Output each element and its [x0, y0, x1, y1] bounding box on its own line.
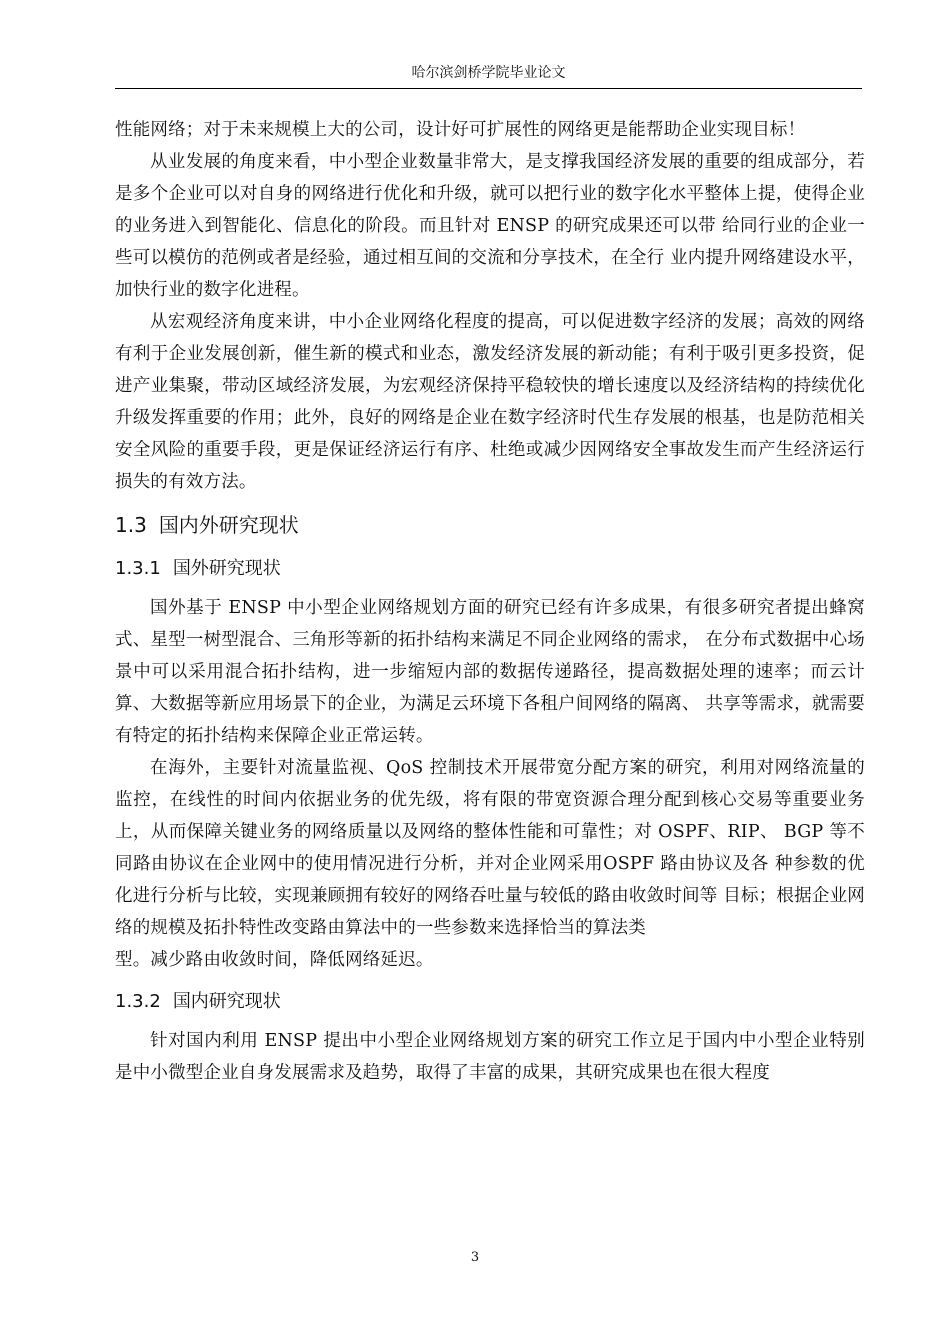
- subsection-title: 国外研究现状: [172, 558, 281, 579]
- running-header: [115, 62, 862, 89]
- paragraph-macro: 从宏观经济角度来讲，中小企业网络化程度的提高，可以促进数字经济的发展；高效的网络有利于企业发展创新，催生新的模式和业态，激发经济发展的新动能；有利于吸引更多投资，促进产业集聚，带动区域经济发展，为宏观经济保持平稳较快的增长速度以及经济结构的持续优化升级发挥重要的作用；此外，良好的网络是企业在数字经济时代生存发展的根基，也是防范相关安全风险的重要手段，更是保证经济运行有序、杜绝或减少因网络安全事故发生而产生经济运行损失的有效方法。: [115, 312, 865, 492]
- paragraph-industry: 从业发展的角度来看，中小型企业数量非常大，是支撑我国经济发展的重要的组成部分，若是多个企业可以对自身的网络进行优化和升级，就可以把行业的数字化水平整体上提，使得企业的业务进入到智能化、信息化的阶段。而且针对 ENSP 的研究成果还可以带 给同行业的企业一些可以模仿的范例或者是经验，通过相互间的交流和分享技术，在全行 业内提升网络建设水平，加快行业的数字化进程。: [115, 152, 865, 300]
- paragraph-domestic: 针对国内利用 ENSP 提出中小型企业网络规划方案的研究工作立足于国内中小型企业特别是中小微型企业自身发展需求及趋势，取得了丰富的成果，其研究成果也在很大程度: [115, 1031, 865, 1083]
- subsection-number: 1.3.2: [115, 991, 161, 1012]
- page-body: [115, 114, 865, 1089]
- subsection-heading-1-3-2: [115, 985, 865, 1019]
- paragraph-foreign-topology: 国外基于 ENSP 中小型企业网络规划方面的研究已经有许多成果，有很多研究者提出蜂窝式、星型一树型混合、三角形等新的拓扑结构来满足不同企业网络的需求， 在分布式数据中心场景中可以采用混合拓扑结构，进一步缩短内部的数据传递路径，提高数据处理的速率；而云计算、大数据等新应用场景下的企业，为满足云环境下各租户间网络的隔离、 共享等需求，就需要有特定的拓扑结构来保障企业正常运转。: [115, 598, 865, 746]
- section-number: 1.3: [115, 513, 147, 537]
- paragraph-foreign-bandwidth-end: 型。减少路由收敛时间，降低网络延迟。: [115, 950, 434, 970]
- subsection-title: 国内研究现状: [172, 991, 281, 1012]
- page-number: 3: [470, 1250, 480, 1265]
- section-title: 国内外研究现状: [158, 513, 299, 537]
- paragraph-continuation: 性能网络；对于未来规模上大的公司，设计好可扩展性的网络更是能帮助企业实现目标！: [115, 120, 806, 140]
- subsection-number: 1.3.1: [115, 558, 161, 579]
- subsection-heading-1-3-1: [115, 552, 865, 586]
- header-title: 哈尔滨剑桥学院毕业论文: [411, 65, 566, 81]
- paragraph-foreign-bandwidth: 在海外，主要针对流量监视、QoS 控制技术开展带宽分配方案的研究，利用对网络流量的监控，在线性的时间内依据业务的优先级，将有限的带宽资源合理分配到核心交易等重要业务上，从而保障关键业务的网络质量以及网络的整体性能和可靠性；对 OSPF、RIP、 BGP 等不同路由协议在企业网中的使用情况进行分析，并对企业网采用OSPF 路由协议及各 种参数的优化进行分析与比较，实现兼顾拥有较好的网络吞吐量与较低的路由收敛时间等 目标；根据企业网络的规模及拓扑特性改变路由算法中的一些参数来选择恰当的算法类: [115, 758, 865, 938]
- section-heading-1-3: [115, 507, 865, 543]
